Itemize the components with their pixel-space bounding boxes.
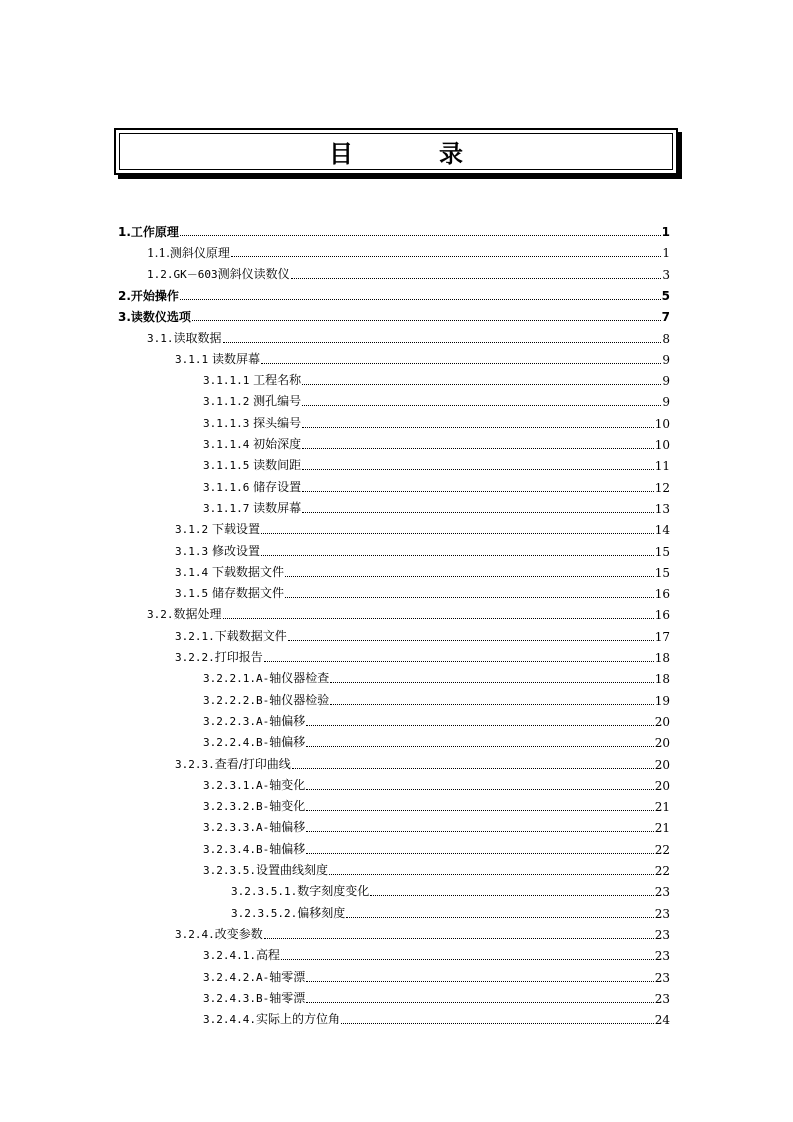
toc-page-number: 22 — [654, 842, 670, 857]
toc-entry-label — [203, 437, 301, 452]
toc-leader-dots — [306, 981, 653, 982]
toc-leader-dots — [261, 533, 654, 534]
toc-entry[interactable] — [203, 836, 670, 857]
toc-page-number: 15 — [654, 565, 670, 580]
toc-entry[interactable] — [175, 559, 670, 580]
toc-entry-title: 工程名称 — [249, 373, 302, 388]
toc-entry[interactable] — [203, 665, 670, 686]
toc-entry-title: 读取数据 — [173, 330, 222, 345]
toc-entry-number: 3.1.1.6 — [203, 480, 250, 494]
toc-entry-title: 高程 — [255, 948, 280, 963]
toc-leader-dots — [288, 640, 654, 641]
toc-entry-label — [147, 267, 290, 282]
toc-entry-label — [203, 970, 305, 985]
toc-entry[interactable] — [231, 900, 670, 921]
toc-entry-label — [203, 799, 305, 814]
toc-entry-label — [203, 501, 301, 516]
toc-page-number: 24 — [654, 1013, 670, 1028]
toc-page-number: 9 — [662, 352, 670, 367]
toc-entry[interactable] — [203, 708, 670, 729]
toc-entry-label — [175, 757, 291, 772]
toc-entry-label — [175, 927, 263, 942]
toc-entry-number: 3.2.3.4.B- — [203, 842, 270, 856]
toc-entry-label — [231, 906, 345, 921]
toc-entry-number: 3.2.3.5. — [203, 864, 256, 877]
toc-entry[interactable] — [203, 942, 670, 963]
toc-entry-label — [203, 394, 301, 409]
toc-entry[interactable] — [203, 431, 670, 452]
toc-entry-title: 轴偏移 — [269, 841, 306, 856]
toc-leader-dots — [261, 363, 661, 364]
toc-page-number: 21 — [654, 821, 670, 836]
toc-leader-dots — [285, 597, 654, 598]
toc-entry-label — [231, 884, 369, 899]
toc-entry-label — [118, 225, 179, 239]
toc-leader-dots — [264, 661, 654, 662]
toc-entry-number: 3.2.3.3.A- — [203, 821, 270, 835]
toc-title-right: 录 — [439, 140, 463, 168]
toc-leader-dots — [302, 469, 654, 470]
toc-entry-number: 3.1.3 — [175, 544, 209, 558]
toc-leader-dots — [223, 618, 654, 619]
toc-leader-dots — [306, 853, 653, 854]
toc-entry[interactable] — [203, 772, 670, 793]
toc-entry-title: 下载数据文件 — [208, 564, 284, 579]
toc-entry-number: 3.2.3.5.2. — [231, 906, 298, 920]
toc-leader-dots — [306, 746, 653, 747]
toc-entry-label — [175, 650, 263, 665]
toc-page-number: 18 — [654, 651, 670, 665]
toc-entry-title: 初始深度 — [249, 437, 302, 451]
toc-entry-title: 1.1.测斜仪原理 — [147, 246, 230, 261]
toc-entry-label — [203, 416, 301, 431]
toc-entry-number: 3.2.4. — [175, 927, 215, 941]
toc-entry-number: 3.2.3. — [175, 757, 215, 771]
toc-leader-dots — [180, 299, 661, 300]
toc-entry-label — [118, 289, 179, 303]
toc-entry-title: 下载设置 — [208, 522, 260, 537]
toc-leader-dots — [306, 1002, 653, 1003]
toc-page-number: 10 — [654, 438, 670, 452]
toc-entry-label — [118, 310, 191, 324]
toc-leader-dots — [330, 682, 653, 683]
toc-entry-number: 3.1.1.4 — [203, 438, 250, 451]
toc-entry-label — [203, 863, 328, 878]
toc-title-left: 目 — [329, 140, 353, 168]
toc-entry[interactable] — [203, 793, 670, 814]
toc-entry-number: 3.2.3.2.B- — [203, 800, 270, 814]
toc-entry-title: 实际上的方位角 — [255, 1012, 340, 1027]
toc-entry[interactable] — [203, 729, 670, 750]
toc-leader-dots — [341, 1023, 654, 1024]
toc-entry[interactable] — [147, 325, 670, 346]
toc-entry[interactable] — [175, 644, 670, 665]
toc-leader-dots — [261, 555, 654, 556]
toc-page-number: 19 — [654, 693, 670, 708]
toc-entry-label — [203, 373, 301, 388]
toc-entry[interactable] — [203, 964, 670, 985]
toc-entry-number: 3.2.2.3.A- — [203, 714, 270, 728]
toc-entry-number: 3.1.1.1 — [203, 374, 250, 388]
toc-entry[interactable] — [175, 516, 670, 537]
toc-page-number: 14 — [654, 523, 670, 538]
toc-page-number: 23 — [654, 949, 670, 964]
toc-entry-title: 数字刻度变化 — [297, 884, 370, 899]
toc-entry-label — [175, 544, 260, 559]
toc-entry-label — [203, 693, 329, 708]
toc-entry[interactable] — [175, 580, 670, 601]
toc-leader-dots — [330, 704, 653, 705]
toc-leader-dots — [302, 448, 654, 449]
toc-entry-number: 3.2.3.5.1. — [231, 885, 298, 899]
toc-entry[interactable] — [118, 303, 670, 324]
toc-entry-label — [175, 629, 287, 644]
toc-entry-number: 3.2.2.4.B- — [203, 736, 270, 750]
toc-entry-number: 3.2. — [147, 608, 174, 622]
toc-entry-number: 3.2.2.1.A- — [203, 672, 270, 686]
toc-entry-label — [147, 246, 230, 260]
toc-entry[interactable] — [203, 410, 670, 431]
toc-entry[interactable] — [203, 1006, 670, 1027]
toc-entry-title: 轴变化 — [269, 799, 306, 814]
toc-leader-dots — [370, 895, 653, 896]
toc-entry[interactable] — [203, 452, 670, 473]
toc-entry[interactable] — [118, 282, 670, 303]
toc-leader-dots — [291, 278, 662, 279]
toc-entry-title: 储存设置 — [249, 479, 302, 494]
toc-entry-number: 1.2.GK－603 — [147, 267, 218, 281]
toc-entry-title: 下载数据文件 — [214, 628, 287, 643]
toc-entry-title: 修改设置 — [208, 543, 260, 558]
toc-page-number: 10 — [654, 416, 670, 431]
toc-leader-dots — [329, 874, 654, 875]
toc-leader-dots — [285, 576, 654, 577]
toc-page-number: 9 — [662, 374, 670, 389]
toc-entry-number: 3.1.1.7 — [203, 501, 250, 515]
toc-leader-dots — [302, 405, 661, 406]
toc-entry-title: 轴变化 — [269, 777, 306, 792]
toc-entry[interactable] — [175, 346, 670, 367]
toc-page-number: 23 — [654, 885, 670, 900]
toc-entry-number: 3.1.5 — [175, 587, 209, 601]
toc-page-number: 11 — [654, 459, 670, 474]
toc-leader-dots — [180, 235, 661, 236]
toc-page-number: 5 — [661, 288, 670, 303]
toc-entry-title: 读数间距 — [249, 458, 302, 473]
toc-page-number: 20 — [654, 736, 670, 751]
toc-entry-number: 3.1.4 — [175, 565, 209, 579]
toc-title-box — [114, 128, 678, 175]
toc-page-number: 8 — [662, 331, 670, 346]
toc-leader-dots — [306, 810, 653, 811]
toc-entry[interactable] — [203, 857, 670, 878]
toc-entry-label — [203, 948, 280, 963]
toc-entry-label — [203, 458, 301, 473]
toc-entry[interactable] — [147, 239, 670, 260]
toc-entry-label — [175, 586, 284, 601]
toc-entry[interactable] — [203, 985, 670, 1006]
toc-entry-label — [203, 671, 329, 686]
toc-page-number: 7 — [661, 310, 670, 325]
toc-leader-dots — [292, 768, 654, 769]
toc-entry-label — [203, 1012, 340, 1027]
toc-entry-title: 探头编号 — [249, 415, 302, 430]
toc-entry-number: 3.2.1. — [175, 629, 215, 643]
toc-entry-title: 打印报告 — [214, 650, 263, 664]
toc-entry-number: 3.1.1.3 — [203, 416, 250, 430]
toc-entry[interactable] — [231, 878, 670, 899]
toc-page-number: 3 — [662, 267, 670, 282]
toc-entry-title: 2.开始操作 — [118, 288, 179, 303]
toc-entry[interactable] — [147, 261, 670, 282]
toc-entry-title: 测斜仪读数仪 — [217, 266, 290, 281]
toc-entry-title: 轴仪器检查 — [269, 671, 330, 686]
toc-entry-title: 设置曲线刻度 — [255, 863, 328, 877]
toc-page-number: 16 — [654, 587, 670, 602]
toc-entry-label — [175, 352, 260, 367]
toc-entry[interactable] — [203, 814, 670, 835]
toc-entry-number: 3.2.2. — [175, 651, 215, 664]
toc-entry-label — [147, 331, 222, 346]
toc-entry-label — [175, 565, 284, 580]
toc-leader-dots — [223, 342, 662, 343]
toc-page-number: 23 — [654, 991, 670, 1006]
toc-entry[interactable] — [147, 601, 670, 622]
toc-entry-label — [203, 820, 305, 835]
toc-page-number: 18 — [654, 672, 670, 687]
toc-entry-number: 3.2.4.4. — [203, 1013, 256, 1027]
toc-entry-number: 3.1.1.2 — [203, 395, 250, 409]
toc-entry-title: 数据处理 — [173, 607, 222, 622]
toc-entry-number: 3.1.1 — [175, 352, 209, 366]
toc-entry-title: 轴仪器检验 — [269, 692, 330, 707]
toc-entry-number: 3.2.4.1. — [203, 949, 256, 963]
toc-leader-dots — [306, 831, 653, 832]
toc-page-number: 23 — [654, 906, 670, 921]
toc-page-number: 20 — [654, 757, 670, 772]
toc-leader-dots — [302, 384, 661, 385]
toc-page-number: 23 — [654, 927, 670, 942]
toc-entry-title: 读数屏幕 — [208, 351, 260, 366]
toc-entry-number: 3.2.4.2.A- — [203, 970, 270, 984]
toc-entry-title: 查看/打印曲线 — [214, 756, 291, 771]
toc-entry[interactable] — [175, 623, 670, 644]
toc-entry-number: 3.2.2.2.B- — [203, 693, 270, 707]
toc-entry-title: 偏移刻度 — [297, 905, 346, 920]
toc-leader-dots — [306, 725, 653, 726]
toc-page-number: 1 — [661, 225, 670, 239]
toc-entry[interactable] — [203, 687, 670, 708]
toc-entry-label — [203, 842, 305, 857]
toc-entry-title: 轴偏移 — [269, 713, 306, 728]
toc-entry[interactable] — [175, 751, 670, 772]
toc-leader-dots — [346, 917, 653, 918]
toc-entry[interactable] — [203, 388, 670, 409]
toc-page-number: 21 — [654, 800, 670, 815]
toc-entry-number: 3.1.2 — [175, 523, 209, 537]
toc-page-number: 20 — [654, 714, 670, 729]
toc-title — [329, 134, 463, 169]
toc-entry-number: 3.2.3.1.A- — [203, 778, 270, 792]
toc-entry-label — [147, 607, 222, 622]
toc-page-number: 1 — [662, 246, 670, 261]
toc-entry-label — [175, 522, 260, 537]
toc-page-number: 9 — [662, 395, 670, 410]
toc-entry[interactable] — [118, 218, 670, 239]
toc-entry[interactable] — [175, 538, 670, 559]
toc-entry-label — [203, 778, 305, 793]
toc-entry-title: 改变参数 — [214, 926, 263, 941]
toc-entry[interactable] — [175, 921, 670, 942]
toc-page-number: 16 — [654, 608, 670, 623]
toc-entry-title: 储存数据文件 — [208, 586, 284, 601]
toc-leader-dots — [281, 959, 654, 960]
toc-page-number: 13 — [654, 501, 670, 516]
toc-leader-dots — [302, 512, 654, 513]
toc-entry-title: 轴零漂 — [269, 969, 306, 984]
toc-entry-title: 3.读数仪选项 — [118, 310, 191, 325]
toc-entry-label — [203, 714, 305, 729]
toc-page-number: 20 — [654, 778, 670, 793]
toc-entry[interactable] — [203, 495, 670, 516]
toc-page-number: 23 — [654, 970, 670, 985]
toc-entry-title: 读数屏幕 — [249, 500, 302, 515]
toc-page-number: 17 — [654, 629, 670, 644]
toc-entry-number: 3.1. — [147, 331, 174, 345]
toc-page-number: 22 — [654, 864, 670, 878]
toc-leader-dots — [302, 491, 654, 492]
toc-entry-title: 轴偏移 — [269, 820, 306, 835]
toc-leader-dots — [302, 427, 654, 428]
toc-entry[interactable] — [203, 474, 670, 495]
toc-entry-title: 轴偏移 — [269, 735, 306, 750]
toc-entry-title: 1.工作原理 — [118, 225, 179, 239]
toc-entry-label — [203, 991, 305, 1006]
toc-entry[interactable] — [203, 367, 670, 388]
toc-page-number: 12 — [654, 480, 670, 495]
toc-page-number: 15 — [654, 544, 670, 559]
toc-leader-dots — [231, 256, 661, 257]
toc-entry-title: 测孔编号 — [249, 394, 302, 409]
toc-leader-dots — [306, 789, 653, 790]
toc-entry-number: 3.1.1.5 — [203, 459, 250, 473]
toc-leader-dots — [264, 938, 654, 939]
toc-entry-label — [203, 735, 305, 750]
toc-entry-label — [203, 480, 301, 495]
toc-entry-title: 轴零漂 — [269, 990, 306, 1005]
toc-leader-dots — [192, 320, 661, 321]
toc-entry-number: 3.2.4.3.B- — [203, 991, 270, 1005]
